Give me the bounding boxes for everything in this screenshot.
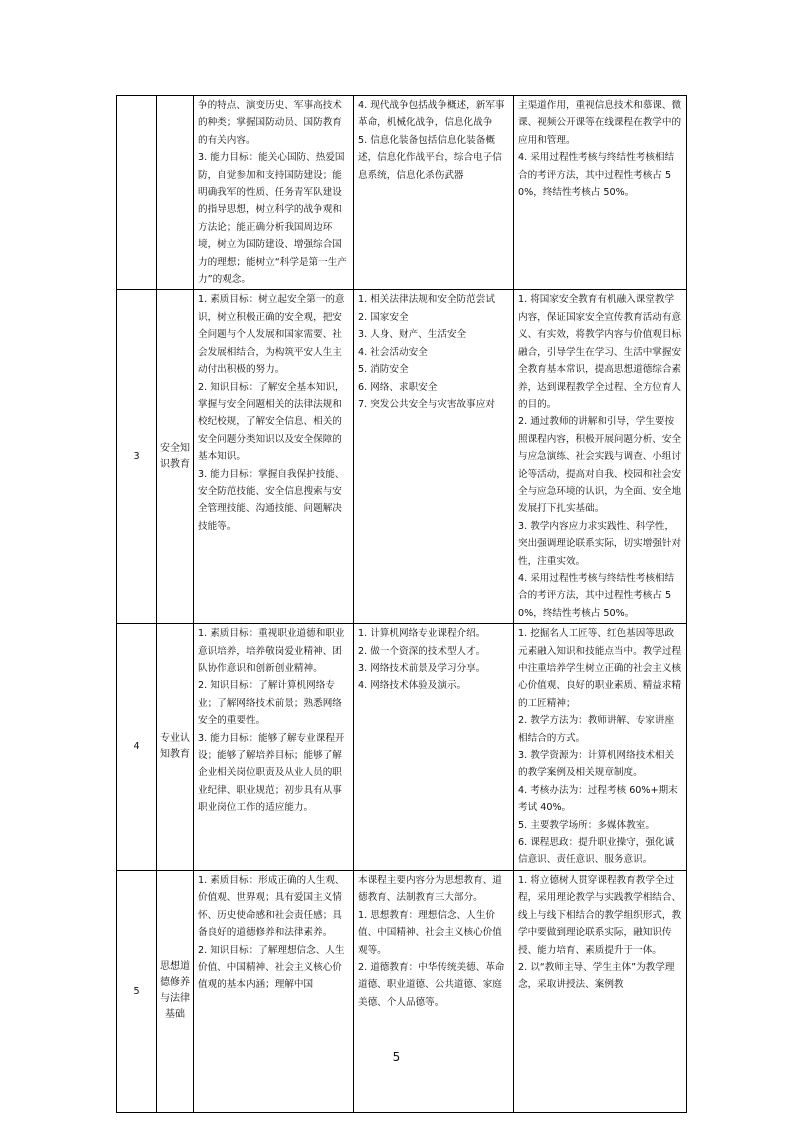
course-content-item: 2. 做一个资深的技术型人才。 (358, 645, 486, 657)
course-content-item: 3. 人身、财产、生活安全 (358, 329, 467, 341)
row-number: 4 (117, 624, 157, 871)
course-content-item: 1. 思想教育：理想信念、人生价值、中国精神、社会主义核心价值观等。 (358, 909, 502, 956)
course-name (157, 96, 194, 290)
course-goals-item: 3. 能力目标：能够了解专业课程开设；能够了解培养目标；能够了解企业相关岗位职责及从业人员的职业纪律、职业规范；初步具有从事职业岗位工作的适应能力。 (198, 732, 345, 814)
page-number: 5 (392, 1050, 401, 1064)
teaching-requirements (514, 290, 687, 624)
course-name: 专业认知教育 (157, 624, 194, 871)
course-content-item: 6. 网络、求职安全 (358, 381, 438, 393)
course-goals (194, 290, 354, 624)
course-goals-item: 1. 素质目标：树立起安全第一的意识，树立积极正确的安全观，把安全问题与个人发展和国家需要、社会发展相结合，为构筑平安人生主动付出积极的努力。 (198, 294, 345, 376)
teaching-requirements-item: 4. 考核办法为：过程考核 60%+期末考试 40%。 (518, 784, 678, 814)
course-content-item: 1. 计算机网络专业课程介绍。 (358, 628, 486, 640)
course-row (117, 870, 687, 1112)
teaching-requirements-item: 1. 将国家安全教育有机融入课堂教学内容，保证国家安全宣传教育活动有意义、有实效，将教学内容与价值观目标融合，引导学生在学习、生活中掌握安全教育基本常识，提高思想道德综合素养，达到课程教学全过程、全方位育人的目的。 (518, 294, 682, 410)
teaching-requirements-item: 1. 将立德树人贯穿课程教育教学全过程，采用理论教学与实践教学相结合、线上与线下相结合的教学组织形式，教学中要做到理论联系实际，融知识传授、能力培育、素质提升于一体。 (518, 874, 682, 956)
course-name: 思想道德修养与法律基础 (157, 870, 194, 1112)
teaching-requirements-item: 主渠道作用，重视信息技术和慕课、微课、视频公开课等在线课程在教学中的应用和管理。 (518, 100, 682, 146)
course-name: 安全知识教育 (157, 290, 194, 624)
course-row (117, 624, 687, 871)
course-goals-item: 2. 知识目标：了解安全基本知识，掌握与安全问题相关的法律法规和校纪校规，了解安全信息、相关的安全问题分类知识以及安全保障的基本知识。 (198, 381, 345, 463)
course-goals-item: 3. 能力目标：能关心国防、热爱国防，自觉参加和支持国防建设；能明确我军的性质、任务青军队建设的指导思想，树立科学的战争观和方法论；能正确分析我国周边环境，树立为国防建设、增强综合国力的理想；能树立“科学是第一生产力”的观念。 (198, 152, 347, 286)
teaching-requirements (514, 870, 687, 1112)
course-content-item: 本课程主要内容分为思想教育、道德教育、法制教育三大部分。 (358, 874, 502, 904)
course-goals-item: 2. 知识目标：了解计算机网络专业；了解网络技术前景；熟悉网络安全的重要性。 (198, 680, 342, 727)
teaching-requirements-item: 1. 挖掘名人工匠等、红色基因等思政元素融入知识和技能点当中。教学过程中注重培养学生树立正确的社会主义核心价值观、良好的职业素质、精益求精的工匠精神； (518, 628, 682, 709)
course-row (117, 290, 687, 624)
course-content-item: 5. 消防安全 (358, 364, 409, 376)
course-content-item: 3. 网络技术前景及学习分享。 (358, 663, 486, 674)
course-content-item: 4. 现代战争包括战争概述，新军事革命，机械化战争，信息化战争 (358, 100, 505, 129)
teaching-requirements-item: 4. 采用过程性考核与终结性考核相结合的考评方法，其中过程性考核占 50%，终结性考核占 50%。 (518, 152, 675, 199)
course-content-item: 5. 信息化装备包括信息化装备概述，信息化作战平台，综合电子信息系统，信息化杀伤武器 (358, 134, 502, 181)
teaching-requirements (514, 96, 687, 290)
course-table (116, 95, 687, 1113)
teaching-requirements-item: 4. 采用过程性考核与终结性考核相结合的考评方法，其中过程性考核占 50%，终结性考核占 50%。 (518, 572, 675, 619)
course-content-item: 2. 国家安全 (358, 311, 409, 323)
course-goals (194, 870, 354, 1112)
course-content (354, 290, 514, 624)
course-goals (194, 96, 354, 290)
course-row (117, 96, 687, 290)
course-goals (194, 624, 354, 871)
teaching-requirements-item: 5. 主要教学场所：多媒体教室。 (518, 819, 655, 831)
row-number: 5 (117, 870, 157, 1112)
course-content-item: 4. 社会活动安全 (358, 346, 428, 358)
teaching-requirements-item: 6. 课程思政：提升职业操守，强化诚信意识、责任意识、服务意识。 (518, 837, 675, 866)
course-content (354, 96, 514, 290)
teaching-requirements-item: 3. 教学内容应力求实践性、科学性，突出强调理论联系实际，切实增强针对性，注重实效。 (518, 520, 682, 567)
course-goals-item: 争的特点、演变历史、军事高技术的种类；掌握国防动员、国防教育的有关内容。 (198, 100, 342, 146)
course-goals-item: 2. 知识目标：了解理想信念、人生价值、中国精神、社会主义核心价值观的基本内涵；理解中国 (198, 944, 345, 991)
teaching-requirements (514, 624, 687, 871)
teaching-requirements-item: 2. 教学方法为：教师讲解、专家讲座相结合的方式。 (518, 715, 675, 744)
row-number: 3 (117, 290, 157, 624)
course-content-item: 7. 突发公共安全与灾害故事应对 (358, 398, 495, 410)
row-number (117, 96, 157, 290)
course-content (354, 870, 514, 1112)
course-goals-item: 3. 能力目标：掌握自我保护技能、安全防范技能、安全信息搜索与安全管理技能、沟通技能、问题解决技能等。 (198, 468, 345, 532)
course-content (354, 624, 514, 871)
teaching-requirements-item: 3. 教学资源为：计算机网络技术相关的教学案例及相关规章制度。 (518, 750, 675, 779)
course-content-item: 1. 相关法律法规和安全防范尝试 (358, 294, 495, 306)
teaching-requirements-item: 2. 以“教师主导、学生主体”为教学理念，采取讲授法、案例教 (518, 961, 675, 991)
course-content-item: 4. 网络技术体验及演示。 (358, 680, 467, 692)
course-goals-item: 1. 素质目标：形成正确的人生观、价值观、世界观；具有爱国主义情怀、历史使命感和社会责任感；具备良好的道德修养和法律素养。 (198, 874, 345, 939)
course-goals-item: 1. 素质目标：重视职业道德和职业意识培养，培养敬岗爱业精神、团队协作意识和创新创业精神。 (198, 628, 345, 674)
teaching-requirements-item: 2. 通过教师的讲解和引导，学生要按照课程内容，积极开展问题分析、安全与应急演练、社会实践与调查、小组讨论等活动，提高对自我、校园和社会安全与应急环境的认识，为全面、安全地发展打下扎实基础。 (518, 416, 682, 515)
course-content-item: 2. 道德教育：中华传统美德、革命道德、职业道德、公共道德、家庭美德、个人品德等。 (358, 961, 505, 1008)
